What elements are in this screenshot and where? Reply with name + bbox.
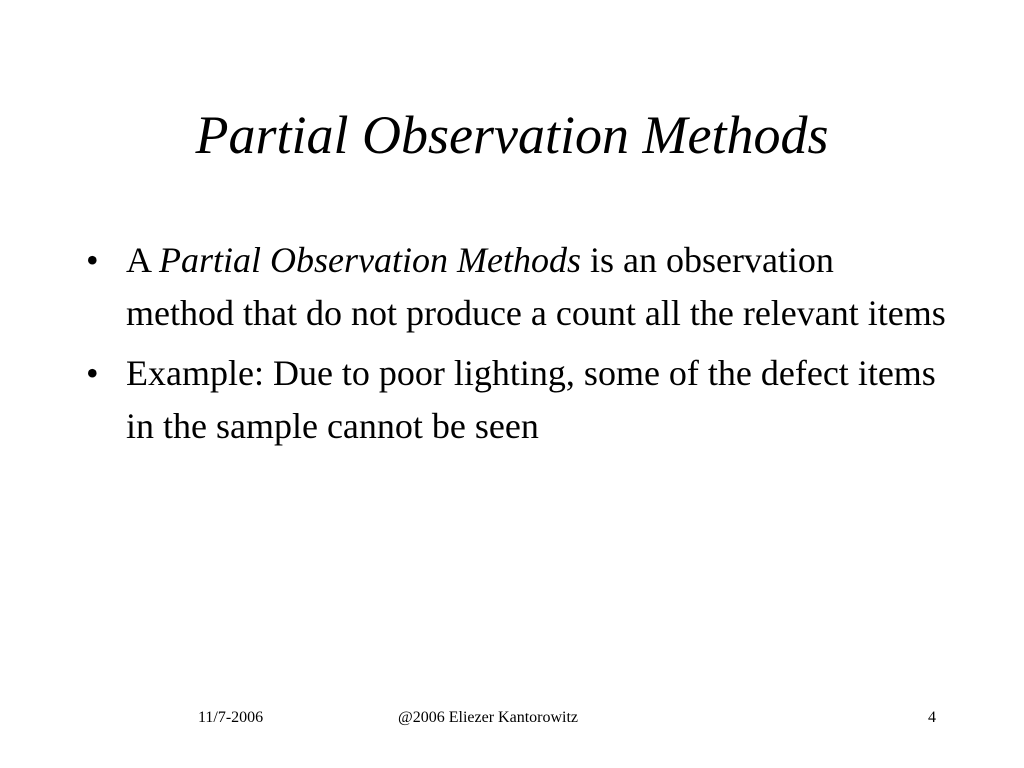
bullet-text-suffix: is an observation method that do not produce a count all the relevant items (126, 240, 946, 333)
slide-title: Partial Observation Methods (195, 105, 829, 165)
bullet-dot-icon: • (86, 240, 99, 280)
bullet-list (86, 234, 946, 460)
bullet-text: Example: Due to poor lighting, some of the defect items in the sample cannot be seen (126, 353, 936, 446)
bullet-text-emphasis: Partial Observation Methods (159, 240, 581, 280)
bullet-item-example (86, 347, 946, 453)
footer-copyright: @2006 Eliezer Kantorowitz (398, 709, 579, 726)
bullet-item-definition (86, 234, 946, 340)
footer-page-number: 4 (928, 709, 936, 726)
bullet-text-prefix: A (126, 240, 160, 280)
bullet-dot-icon: • (86, 353, 99, 393)
footer-date: 11/7-2006 (198, 709, 264, 726)
